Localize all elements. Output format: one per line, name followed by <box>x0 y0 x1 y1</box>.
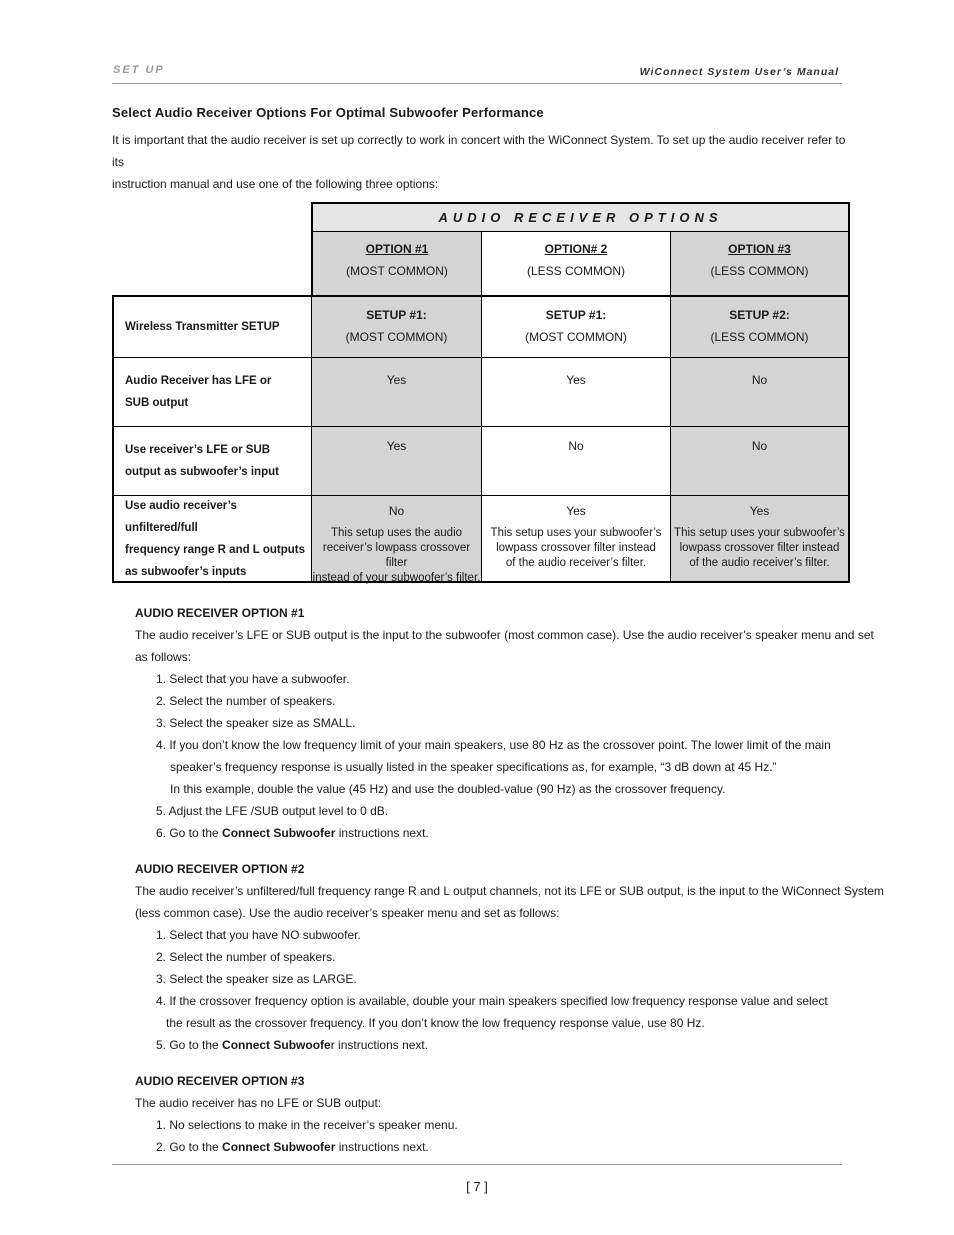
step: 4. If you don’t know the low frequency limit of your main speakers, use 80 Hz as the crossover point. The lower limit of the main <box>156 738 831 752</box>
cell-value: Yes <box>386 373 407 387</box>
step: 1. No selections to make in the receiver’s speaker menu. <box>156 1118 458 1132</box>
row-label-text: Audio Receiver has LFE or <box>125 375 272 387</box>
lfe-cell-3 <box>670 357 850 427</box>
step-continued: In this example, double the value (45 Hz) and use the doubled-value (90 Hz) as the crossover frequency. <box>170 782 726 796</box>
step: 1. Select that you have NO subwoofer. <box>156 928 361 942</box>
row-label-use-lfe <box>112 426 312 496</box>
intro-line: instruction manual and use one of the following three options: <box>112 177 439 191</box>
option-1-text: The audio receiver’s LFE or SUB output is the input to the subwoofer (most common case). Use the audio receiver’s speaker menu and set <box>135 628 874 642</box>
header-divider <box>112 83 842 84</box>
option-2-section <box>135 858 884 1056</box>
option-1-label: OPTION #1 <box>365 242 429 256</box>
option-2-label: OPTION# 2 <box>544 242 608 256</box>
options-table <box>112 202 850 583</box>
option-2-text: (less common case). Use the audio receiver’s speaker menu and set as follows: <box>135 906 560 920</box>
option-1-header <box>311 231 482 296</box>
step: 2. Select the number of speakers. <box>156 694 336 708</box>
use-lfe-cell-3 <box>670 426 850 496</box>
step-continued: speaker’s frequency response is usually listed in the speaker specifications as, for example, “3 dB down at 45 Hz.” <box>170 760 777 774</box>
intro-line: It is important that the audio receiver is set up correctly to work in concert with the WiConnect System. To set up the audio receiver refer to its <box>112 133 846 169</box>
intro-paragraph <box>112 129 847 195</box>
setup-cell-3 <box>670 295 850 358</box>
note-line: This setup uses your subwoofer’s <box>674 527 845 539</box>
option-3-section <box>135 1070 458 1158</box>
option-2-header <box>481 231 671 296</box>
cell-note <box>671 526 848 571</box>
setup-sub: (MOST COMMON) <box>345 330 448 344</box>
cell-value: Yes <box>566 504 586 518</box>
note-line: lowpass crossover filter instead <box>679 542 840 554</box>
lfe-cell-1 <box>311 357 482 427</box>
step: 1. Select that you have a subwoofer. <box>156 672 350 686</box>
unfiltered-cell-3 <box>670 495 850 583</box>
step: 4. If the crossover frequency option is available, double your main speakers specified low frequency response value and select <box>156 994 828 1008</box>
unfiltered-cell-2 <box>481 495 671 583</box>
option-2-text: The audio receiver’s unfiltered/full frequency range R and L output channels, not its LFE or SUB output, is the input to the WiConnect System <box>135 884 884 898</box>
setup-sub: (LESS COMMON) <box>710 330 809 344</box>
row-label-text: frequency range R and L outputs <box>125 543 305 556</box>
note-line: This setup uses your subwoofer’s <box>490 527 662 539</box>
step: 2. Select the number of speakers. <box>156 950 336 964</box>
cell-note <box>312 526 481 586</box>
cell-value: No <box>568 439 584 453</box>
row-label-text: Use receiver’s LFE or SUB <box>125 444 271 456</box>
note-line: receiver’s lowpass crossover filter <box>322 542 471 569</box>
step: 3. Select the speaker size as SMALL. <box>156 716 356 730</box>
step: 5. Adjust the LFE /SUB output level to 0 dB. <box>156 804 389 818</box>
unfiltered-cell-1 <box>311 495 482 583</box>
link-text: Connect Subwoofer <box>222 826 336 840</box>
step-continued: the result as the crossover frequency. If you don’t know the low frequency response value, use 80 Hz. <box>166 1016 705 1030</box>
setup-title: SETUP #1: <box>366 308 427 322</box>
manual-title: WiConnect System User’s Manual <box>639 66 839 78</box>
option-3-heading: AUDIO RECEIVER OPTION #3 <box>135 1074 305 1088</box>
cell-note <box>482 526 670 571</box>
step: 3. Select the speaker size as LARGE. <box>156 972 357 986</box>
cell-value: No <box>388 504 405 518</box>
option-1-section <box>135 602 874 844</box>
setup-title: SETUP #2: <box>729 308 790 322</box>
section-title: Select Audio Receiver Options For Optimal Subwoofer Performance <box>112 105 544 120</box>
row-label-unfiltered <box>112 495 312 583</box>
use-lfe-cell-1 <box>311 426 482 496</box>
row-label-text: Use audio receiver’s unfiltered/full <box>125 499 237 534</box>
note-line: This setup uses the audio <box>330 527 463 539</box>
option-3-header <box>670 231 850 296</box>
option-1-sub: (MOST COMMON) <box>346 264 448 278</box>
option-3-sub: (LESS COMMON) <box>710 264 809 278</box>
note-line: instead of your subwoofer’s filter. <box>312 572 481 584</box>
option-1-text: as follows: <box>135 650 192 664</box>
option-3-label: OPTION #3 <box>728 242 791 256</box>
cell-value: Yes <box>749 504 770 518</box>
use-lfe-cell-2 <box>481 426 671 496</box>
lfe-cell-2 <box>481 357 671 427</box>
step: 6. Go to the Connect Subwoofer instructions next. <box>156 826 429 840</box>
step: 5. Go to the Connect Subwoofer instructions next. <box>156 1038 429 1052</box>
option-2-steps <box>135 924 884 1056</box>
note-line: lowpass crossover filter instead <box>496 542 656 554</box>
setup-title: SETUP #1: <box>545 308 607 322</box>
cell-value: No <box>751 373 768 387</box>
section-label: SET UP <box>113 64 165 76</box>
page-number: [ 7 ] <box>466 1179 488 1194</box>
option-3-steps <box>135 1114 458 1158</box>
option-1-steps <box>135 668 874 844</box>
setup-cell-1 <box>311 295 482 358</box>
link-text: Connect Subwoofer <box>222 1140 336 1154</box>
table-title: AUDIO RECEIVER OPTIONS <box>311 202 850 232</box>
cell-value: Yes <box>566 373 586 387</box>
step: 2. Go to the Connect Subwoofer instructions next. <box>156 1140 429 1154</box>
row-label-text: output as subwoofer’s input <box>125 466 279 478</box>
row-label-text: SUB output <box>125 397 189 409</box>
row-label-text: Wireless Transmitter SETUP <box>125 321 280 333</box>
setup-sub: (MOST COMMON) <box>525 330 627 344</box>
link-text: Connect Subwoofe <box>222 1038 331 1052</box>
option-3-text: The audio receiver has no LFE or SUB output: <box>135 1096 382 1110</box>
row-label-setup <box>112 295 312 358</box>
option-2-heading: AUDIO RECEIVER OPTION #2 <box>135 862 305 876</box>
cell-value: Yes <box>386 439 407 453</box>
option-1-heading: AUDIO RECEIVER OPTION #1 <box>135 606 305 620</box>
setup-cell-2 <box>481 295 671 358</box>
note-line: of the audio receiver’s filter. <box>689 557 830 569</box>
footer-divider <box>112 1164 842 1165</box>
row-label-text: as subwoofer’s inputs <box>125 565 247 578</box>
row-label-lfe <box>112 357 312 427</box>
option-2-sub: (LESS COMMON) <box>526 264 625 278</box>
note-line: of the audio receiver’s filter. <box>505 557 647 569</box>
cell-value: No <box>751 439 768 453</box>
